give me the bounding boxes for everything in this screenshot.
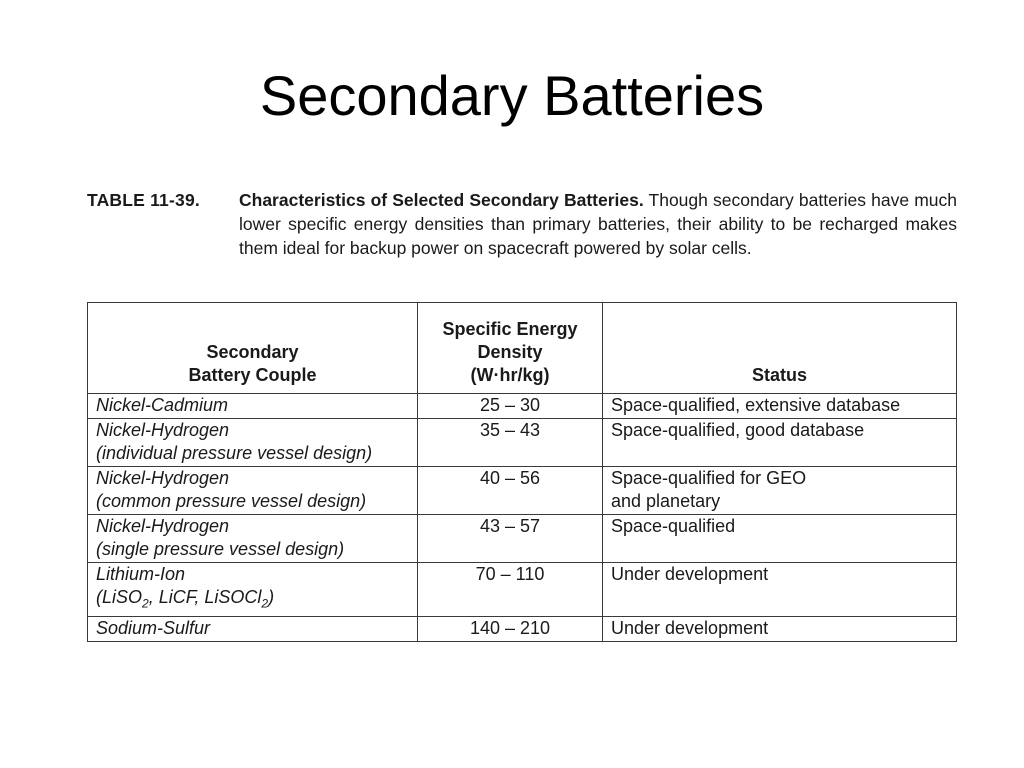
battery-table: [87, 302, 957, 642]
density-cell: 43 – 57: [418, 515, 603, 563]
table-caption: [87, 188, 957, 260]
table-number: TABLE 11-39.: [87, 190, 200, 210]
caption-text: Though secondary batteries have much lower specific energy densities than primary batteries, their ability to be recharged makes them ideal for backup power on spacecraft powered by solar cells.: [239, 190, 957, 258]
header-density-line2: Density: [477, 342, 543, 362]
density-cell: 35 – 43: [418, 419, 603, 467]
slide-title: Secondary Batteries: [259, 64, 765, 127]
formula-close: ): [268, 587, 275, 607]
status-cell: [603, 616, 957, 641]
couple-name: Nickel-Hydrogen: [96, 420, 230, 440]
couple-variant: (individual pressure vessel design): [96, 443, 373, 463]
formula-subscript: 2: [261, 596, 269, 611]
header-couple-line2: Battery Couple: [188, 365, 317, 385]
status-line: Space-qualified, extensive database: [611, 395, 901, 415]
couple-variant: [96, 586, 409, 616]
header-density-line3: (W·hr/kg): [470, 365, 550, 385]
status-cell: [603, 515, 957, 563]
density-cell: 70 – 110: [418, 563, 603, 617]
table-row: [88, 515, 957, 563]
caption-title: Characteristics of Selected Secondary Batteries.: [239, 190, 644, 210]
status-cell: [603, 419, 957, 467]
battery-couple-cell: [88, 394, 418, 419]
table-header-row: [88, 303, 957, 394]
couple-variant: (single pressure vessel design): [96, 539, 345, 559]
status-cell: [603, 394, 957, 419]
formula-open: (LiSO: [96, 587, 143, 607]
table-row: [88, 563, 957, 617]
formula-subscript: 2: [142, 596, 149, 611]
caption-body: [239, 188, 957, 260]
status-line: Under development: [611, 564, 769, 584]
header-energy-density: [418, 303, 603, 394]
couple-variant: (common pressure vessel design): [96, 491, 367, 511]
table-row: [88, 394, 957, 419]
density-cell: 25 – 30: [418, 394, 603, 419]
density-cell: 40 – 56: [418, 467, 603, 515]
couple-name: Sodium-Sulfur: [96, 617, 211, 638]
table-row: [88, 616, 957, 641]
header-status: Status: [603, 303, 957, 394]
couple-name: Nickel-Hydrogen: [96, 516, 230, 536]
battery-couple-cell: [88, 515, 418, 563]
header-density-line1: Specific Energy: [442, 319, 578, 339]
status-line: and planetary: [611, 491, 721, 511]
table-row: [88, 467, 957, 515]
battery-couple-cell: [88, 467, 418, 515]
status-line: Space-qualified, good database: [611, 420, 865, 440]
status-cell: [603, 563, 957, 617]
status-cell: [603, 467, 957, 515]
header-battery-couple: [88, 303, 418, 394]
couple-name: Lithium-Ion: [96, 564, 186, 584]
status-line: Space-qualified for GEO: [611, 468, 807, 488]
couple-name: Nickel-Hydrogen: [96, 468, 230, 488]
status-line: Under development: [611, 617, 769, 638]
status-line: Space-qualified: [611, 516, 736, 536]
formula-middle: , LiCF, LiSOCl: [148, 587, 262, 607]
battery-couple-cell: [88, 419, 418, 467]
battery-couple-cell: [88, 616, 418, 641]
battery-couple-cell: [88, 563, 418, 617]
table-row: [88, 419, 957, 467]
couple-name: Nickel-Cadmium: [96, 395, 229, 415]
density-cell: 140 – 210: [418, 616, 603, 641]
header-couple-line1: Secondary: [206, 342, 299, 362]
